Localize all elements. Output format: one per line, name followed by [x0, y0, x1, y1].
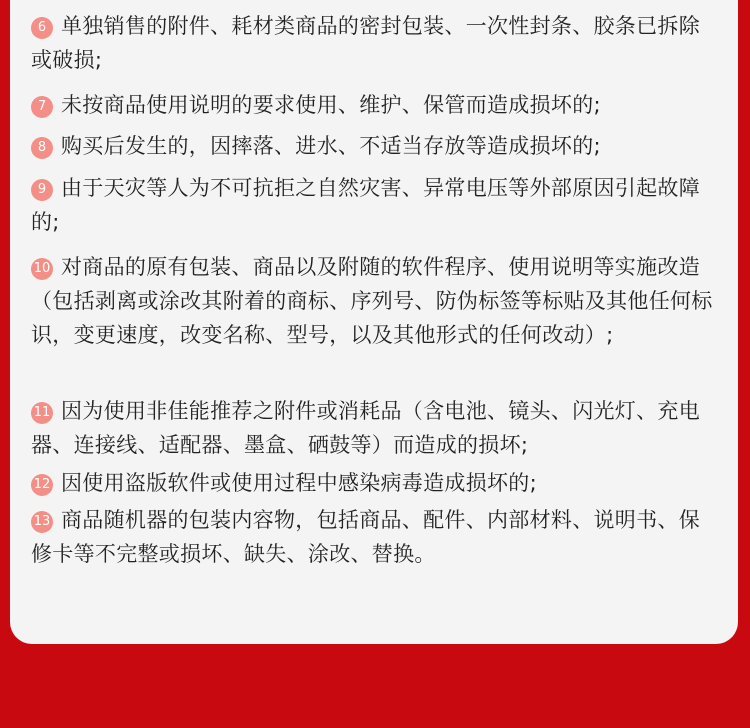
number-badge: 8 [31, 137, 53, 159]
number-badge: 10 [31, 258, 53, 280]
list-item [31, 171, 715, 239]
number-badge: 6 [31, 17, 53, 39]
list-item [31, 466, 715, 500]
item-text: 对商品的原有包装、商品以及附随的软件程序、使用说明等实施改造（包括剥离或涂改其附着的商标、序列号、防伪标签等标贴及其他任何标识，变更速度，改变名称、型号，以及其他形式的任何改动）; [31, 255, 713, 347]
list-item [31, 394, 715, 462]
number-badge: 11 [31, 402, 53, 424]
item-text: 单独销售的附件、耗材类商品的密封包装、一次性封条、胶条已拆除或破损; [31, 14, 700, 72]
list-item [31, 9, 715, 77]
list-item [31, 250, 715, 352]
item-text: 购买后发生的，因摔落、进水、不适当存放等造成损坏的; [61, 134, 601, 158]
list-item [31, 129, 715, 163]
item-text: 商品随机器的包装内容物，包括商品、配件、内部材料、说明书、保修卡等不完整或损坏、缺失、涂改、替换。 [31, 508, 700, 566]
item-text: 因使用盗版软件或使用过程中感染病毒造成损坏的; [61, 471, 537, 495]
number-badge: 13 [31, 511, 53, 533]
number-badge: 12 [31, 474, 53, 496]
item-text: 因为使用非佳能推荐之附件或消耗品（含电池、镜头、闪光灯、充电器、连接线、适配器、墨盒、硒鼓等）而造成的损坏; [31, 399, 700, 457]
item-text: 未按商品使用说明的要求使用、维护、保管而造成损坏的; [61, 93, 601, 117]
number-badge: 7 [31, 96, 53, 118]
list-item [31, 503, 715, 571]
item-text: 由于天灾等人为不可抗拒之自然灾害、异常电压等外部原因引起故障的; [31, 176, 700, 234]
list-item [31, 88, 715, 122]
number-badge: 9 [31, 179, 53, 201]
